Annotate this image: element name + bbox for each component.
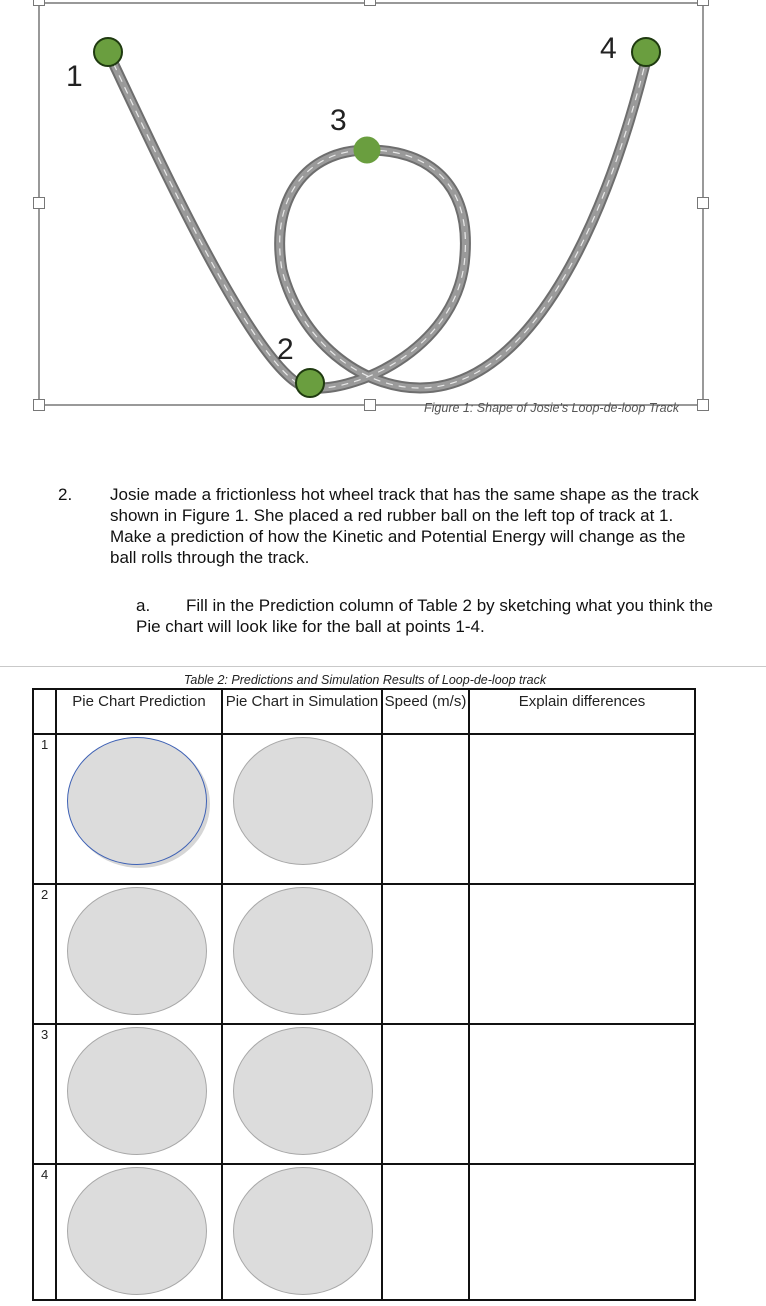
table-row — [33, 1164, 695, 1300]
simulation-cell[interactable] — [222, 1164, 382, 1300]
table-caption: Table 2: Predictions and Simulation Results of Loop-de-loop track — [183, 673, 547, 687]
row-number: 1 — [33, 734, 56, 884]
speed-cell[interactable] — [382, 1164, 469, 1300]
header-prediction: Pie Chart Prediction — [56, 689, 222, 734]
table-header-row — [33, 689, 695, 734]
prediction-cell[interactable] — [56, 1164, 222, 1300]
simulation-pie-placeholder — [233, 1167, 373, 1295]
prediction-cell[interactable] — [56, 1024, 222, 1164]
row-number: 4 — [33, 1164, 56, 1300]
simulation-pie-placeholder — [233, 887, 373, 1015]
table-row — [33, 734, 695, 884]
table-2 — [32, 688, 696, 1301]
prediction-cell[interactable] — [56, 884, 222, 1024]
point-label-2: 2 — [277, 333, 294, 366]
page-divider — [0, 666, 766, 667]
resize-handle-bottom-left[interactable] — [33, 399, 45, 411]
header-speed: Speed (m/s) — [382, 689, 469, 734]
point-label-1: 1 — [66, 60, 83, 93]
ball-point-2 — [296, 369, 324, 397]
ball-point-1 — [94, 38, 122, 66]
point-label-4: 4 — [600, 32, 617, 65]
question-text: Josie made a frictionless hot wheel track that has the same shape as the track shown in Figure 1. She placed a red rubber ball on the left top of track at 1. Make a prediction of how the Kinetic and Potential Energy will change as the ball rolls through the track. — [110, 485, 699, 567]
simulation-pie-placeholder — [233, 1027, 373, 1155]
loop-track-diagram — [0, 0, 766, 420]
row-number: 3 — [33, 1024, 56, 1164]
table-row — [33, 1024, 695, 1164]
simulation-cell[interactable] — [222, 1024, 382, 1164]
prediction-cell[interactable] — [56, 734, 222, 884]
prediction-pie-placeholder[interactable] — [67, 1027, 207, 1155]
prediction-pie-placeholder[interactable] — [67, 1167, 207, 1295]
resize-handle-right[interactable] — [697, 197, 709, 209]
resize-handle-top-left[interactable] — [33, 0, 45, 6]
speed-cell[interactable] — [382, 734, 469, 884]
explain-cell[interactable] — [469, 1164, 695, 1300]
header-explain: Explain differences — [469, 689, 695, 734]
simulation-pie-placeholder — [233, 737, 373, 865]
figure-1 — [0, 0, 766, 420]
explain-cell[interactable] — [469, 734, 695, 884]
prediction-pie-placeholder[interactable] — [67, 737, 207, 865]
ball-point-3 — [354, 137, 380, 163]
header-blank — [33, 689, 56, 734]
point-label-3: 3 — [330, 104, 347, 137]
resize-handle-bottom[interactable] — [364, 399, 376, 411]
prediction-pie-placeholder[interactable] — [67, 887, 207, 1015]
resize-handle-top[interactable] — [364, 0, 376, 6]
table-row — [33, 884, 695, 1024]
speed-cell[interactable] — [382, 884, 469, 1024]
simulation-cell[interactable] — [222, 734, 382, 884]
question-number: 2. — [58, 485, 73, 504]
resize-handle-left[interactable] — [33, 197, 45, 209]
ball-point-4 — [632, 38, 660, 66]
speed-cell[interactable] — [382, 1024, 469, 1164]
header-simulation: Pie Chart in Simulation — [222, 689, 382, 734]
question-2a — [136, 595, 726, 637]
explain-cell[interactable] — [469, 884, 695, 1024]
question-number: a. — [136, 596, 151, 615]
question-text: Fill in the Prediction column of Table 2 by sketching what you think the Pie chart will look like for the ball at points 1-4. — [136, 596, 713, 636]
explain-cell[interactable] — [469, 1024, 695, 1164]
simulation-cell[interactable] — [222, 884, 382, 1024]
row-number: 2 — [33, 884, 56, 1024]
figure-caption: Figure 1: Shape of Josie's Loop-de-loop Track — [424, 401, 680, 415]
loop-track — [108, 52, 648, 388]
resize-handle-top-right[interactable] — [697, 0, 709, 6]
